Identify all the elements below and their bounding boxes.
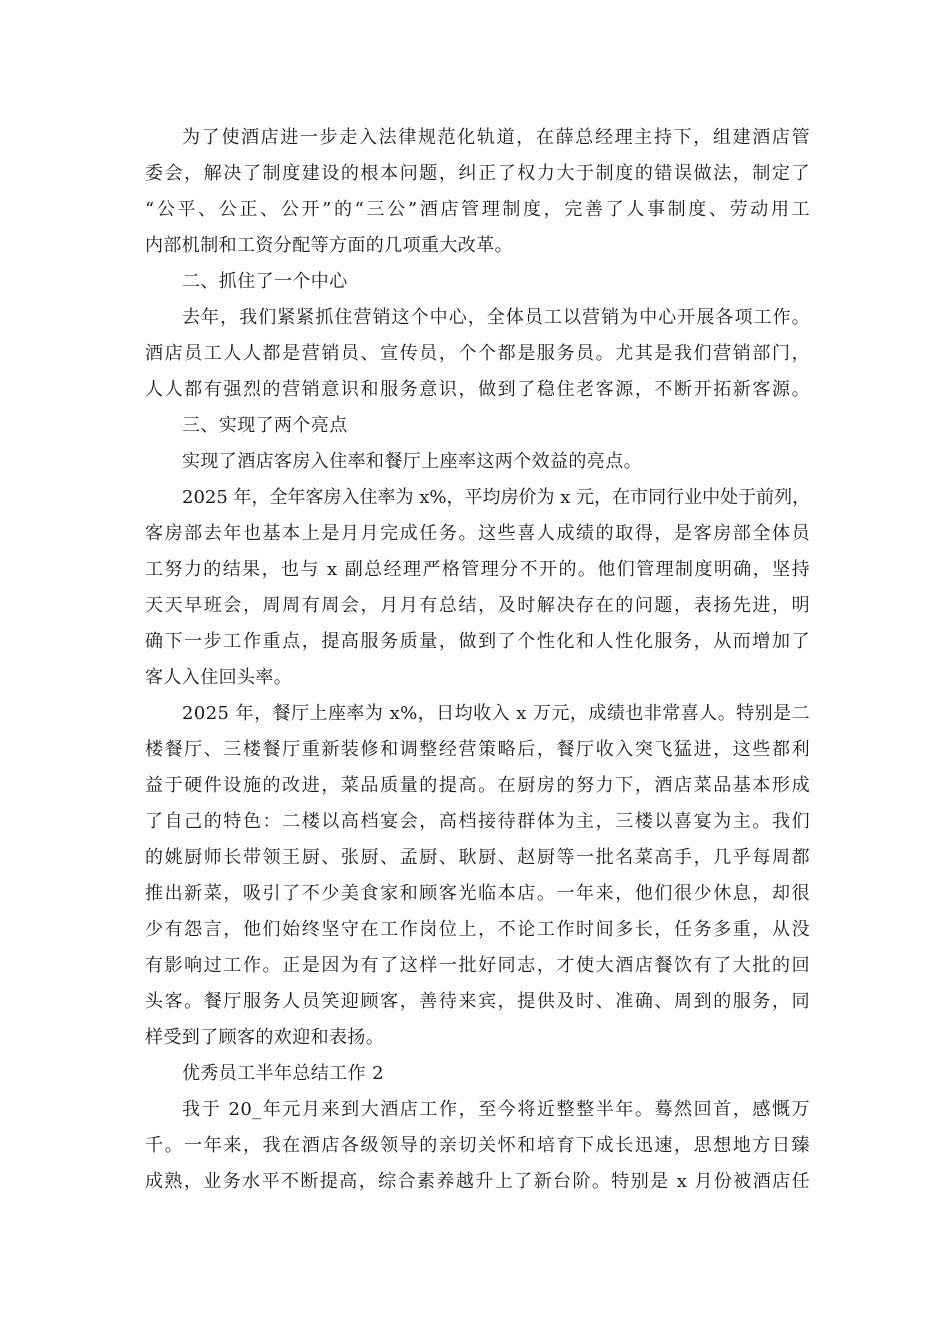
text-line: 优秀员工半年总结工作 2 <box>182 1063 384 1084</box>
text-line: 的姚厨师长带领王厨、张厨、孟厨、耿厨、赵厨等一批名菜高手，几乎每周都 <box>145 847 810 868</box>
text-line: 内部机制和工资分配等方面的几项重大改革。 <box>145 235 513 256</box>
text-line: 有影响过工作。正是因为有了这样一批好同志，才使大酒店餐饮有了大批的回 <box>145 955 810 976</box>
text-line: 推出新菜，吸引了不少美食家和顾客光临本店。一年来，他们很少休息，却很 <box>145 883 810 904</box>
text-line: 客人入住回头率。 <box>145 667 293 688</box>
text-line: 了自己的特色：二楼以高档宴会，高档接待群体为主，三楼以喜宴为主。我们 <box>145 811 810 832</box>
text-line: 成熟，业务水平不断提高，综合素养越升上了新台阶。特别是 x 月份被酒店任 <box>145 1171 810 1192</box>
text-line: 三、实现了两个亮点 <box>182 415 348 436</box>
text-line: 样受到了顾客的欢迎和表扬。 <box>145 1027 385 1048</box>
text-line: 少有怨言，他们始终坚守在工作岗位上，不论工作时间多长，任务多重，从没 <box>145 919 810 940</box>
text-line: 为了使酒店进一步走入法律规范化轨道，在薛总经理主持下，组建酒店管 <box>182 127 810 148</box>
text-line: 酒店员工人人都是营销员、宣传员，个个都是服务员。尤其是我们营销部门， <box>145 343 810 364</box>
text-line: 益于硬件设施的改进，菜品质量的提高。在厨房的努力下，酒店菜品基本形成 <box>145 775 810 796</box>
text-line: 确下一步工作重点，提高服务质量，做到了个性化和人性化服务，从而增加了 <box>145 631 810 652</box>
text-line: 人人都有强烈的营销意识和服务意识，做到了稳住老客源，不断开拓新客源。 <box>145 379 810 400</box>
text-line: 客房部去年也基本上是月月完成任务。这些喜人成绩的取得，是客房部全体员 <box>145 523 810 544</box>
text-line: 2025 年，全年客房入住率为 x%，平均房价为 x 元，在市同行业中处于前列， <box>182 487 811 508</box>
text-line: 去年，我们紧紧抓住营销这个中心，全体员工以营销为中心开展各项工作。 <box>182 307 810 328</box>
text-line: “公平、公正、公开”的“三公”酒店管理制度，完善了人事制度、劳动用工 <box>145 199 810 220</box>
text-line: 天天早班会，周周有周会，月月有总结，及时解决存在的问题，表扬先进，明 <box>145 595 810 616</box>
text-line: 楼餐厅、三楼餐厅重新装修和调整经营策略后，餐厅收入突飞猛进，这些都利 <box>145 739 810 760</box>
document-body <box>145 120 810 1200</box>
text-line: 千。一年来，我在酒店各级领导的亲切关怀和培育下成长迅速，思想地方日臻 <box>145 1135 810 1156</box>
text-line: 二、抓住了一个中心 <box>182 271 348 292</box>
text-line: 2025 年，餐厅上座率为 x%，日均收入 x 万元，成绩也非常喜人。特别是二 <box>182 703 810 724</box>
text-line: 实现了酒店客房入住率和餐厅上座率这两个效益的亮点。 <box>182 451 642 472</box>
text-line: 委会，解决了制度建设的根本问题，纠正了权力大于制度的错误做法，制定了 <box>145 163 810 184</box>
text-line: 我于 20_年元月来到大酒店工作，至今将近整整半年。蓦然回首，感慨万 <box>182 1099 810 1120</box>
text-line: 工努力的结果，也与 x 副总经理严格管理分不开的。他们管理制度明确，坚持 <box>145 559 810 580</box>
text-line: 头客。餐厅服务人员笑迎顾客，善待来宾，提供及时、准确、周到的服务，同 <box>145 991 810 1012</box>
